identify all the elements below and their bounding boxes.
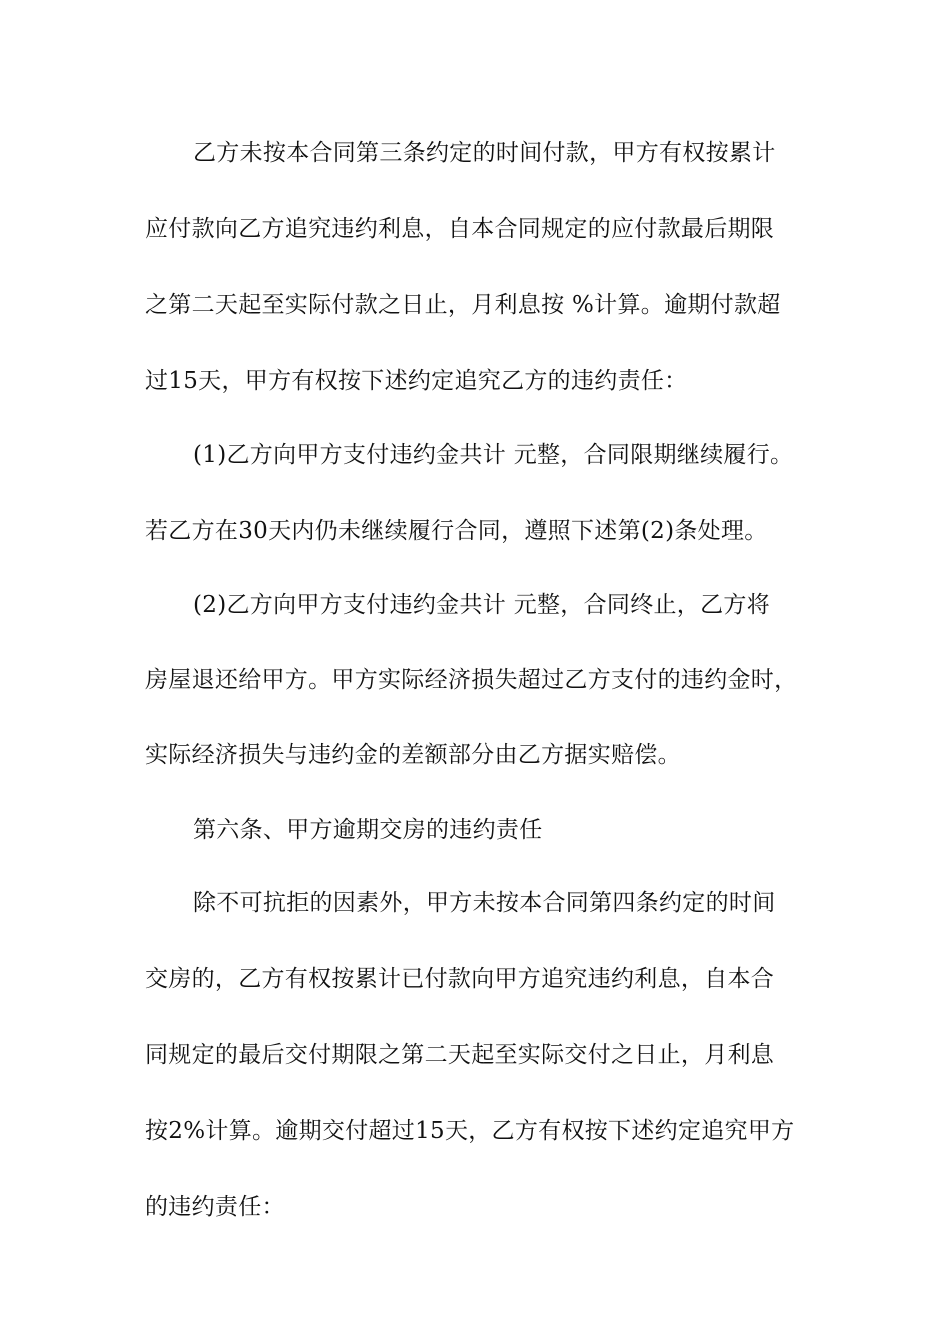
paragraph-line-8: 房屋退还给甲方。甲方实际经济损失超过乙方支付的违约金时， [145, 667, 798, 693]
paragraph-line-6: 若乙方在30天内仍未继续履行合同，遵照下述第(2)条处理。 [145, 518, 768, 544]
paragraph-line-5: (1)乙方向甲方支付违约金共计 元整，合同限期继续履行。 [193, 442, 794, 468]
paragraph-line-11: 除不可抗拒的因素外，甲方未按本合同第四条约定的时间 [193, 890, 776, 916]
paragraph-line-2: 应付款向乙方追究违约利息，自本合同规定的应付款最后期限 [145, 216, 775, 242]
section-heading: 第六条、甲方逾期交房的违约责任 [193, 817, 543, 843]
paragraph-line-4: 过15天，甲方有权按下述约定追究乙方的违约责任： [145, 368, 688, 394]
paragraph-line-14: 按2%计算。逾期交付超过15天，乙方有权按下述约定追究甲方 [145, 1118, 795, 1144]
paragraph-line-9: 实际经济损失与违约金的差额部分由乙方据实赔偿。 [145, 742, 681, 768]
paragraph-line-13: 同规定的最后交付期限之第二天起至实际交付之日止，月利息 [145, 1042, 775, 1068]
paragraph-line-7: (2)乙方向甲方支付违约金共计 元整，合同终止，乙方将 [193, 592, 770, 618]
paragraph-line-15: 的违约责任： [145, 1194, 285, 1220]
paragraph-line-12: 交房的，乙方有权按累计已付款向甲方追究违约利息，自本合 [145, 966, 775, 992]
paragraph-line-1: 乙方未按本合同第三条约定的时间付款，甲方有权按累计 [193, 140, 776, 166]
paragraph-line-3: 之第二天起至实际付款之日止，月利息按 %计算。逾期付款超 [145, 292, 781, 318]
